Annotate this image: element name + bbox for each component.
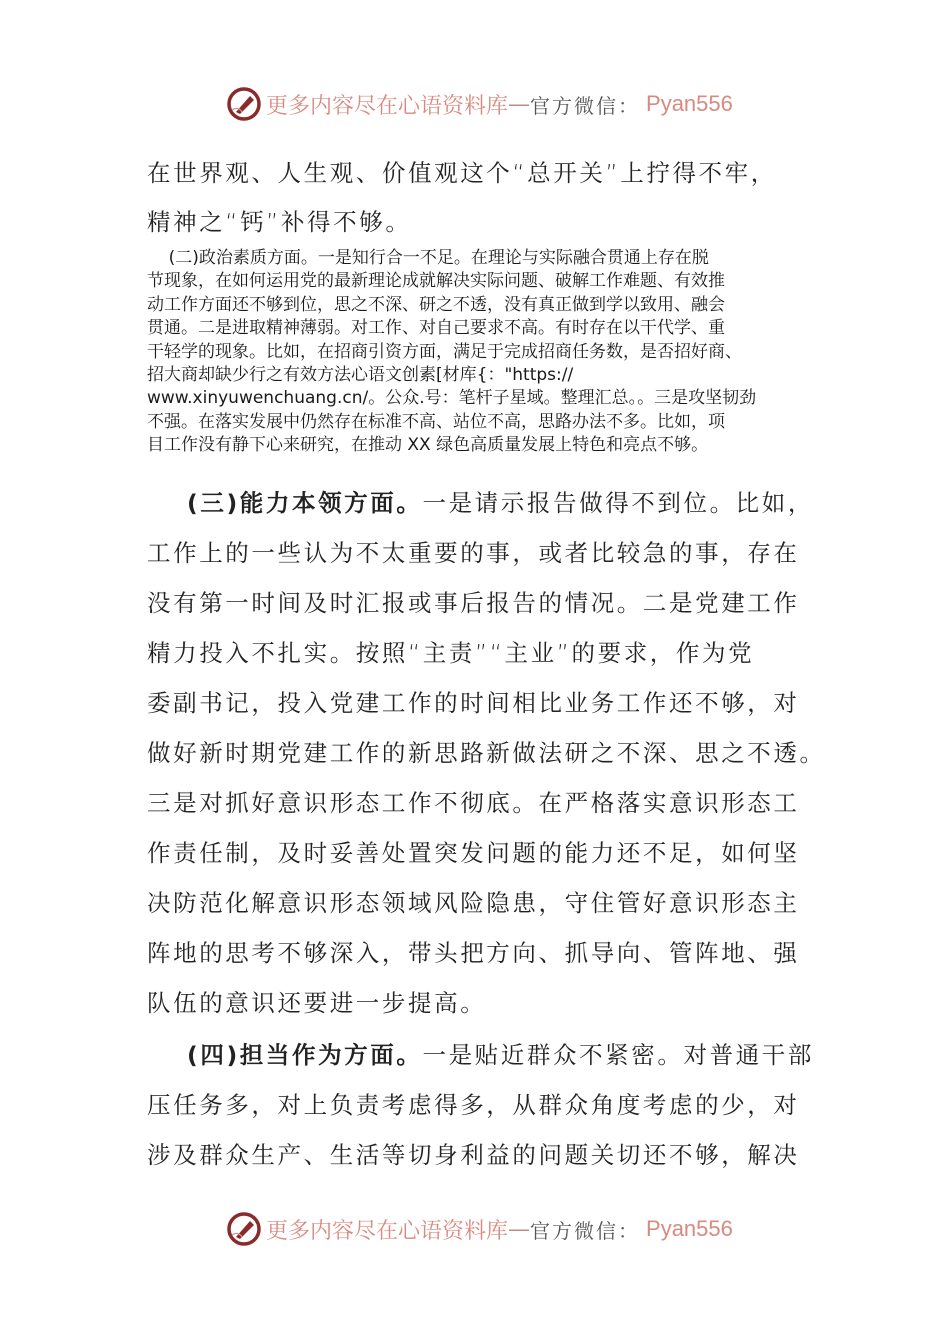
section3-line: 精力投入不扎实。按照“主责”“主业”的要求，作为党 [147,639,755,667]
section2-line: www.xinyuwenchuang.cn/。公众.号：笔杆子星域。整理汇总。。三是攻坚韧劲 [147,388,757,409]
section2-line: 贯通。二是进取精神薄弱。对工作、对自己要求不高。有时存在以干代学、重 [147,318,725,339]
section2-line: 干轻学的现象。比如，在招商引资方面，满足于完成招商任务数，是否招好商、 [147,341,742,362]
section3-line: 没有第一时间及时汇报或事后报告的情况。二是党建工作 [147,589,800,617]
intro-line-1: 在世界观、人生观、价值观这个“总开关”上拧得不牢， [147,159,777,187]
section3-heading: (三)能力本领方面。 [187,489,423,517]
section4-line: 涉及群众生产、生活等切身利益的问题关切还不够，解决 [147,1141,800,1169]
section2-line: 节现象，在如何运用党的最新理论成就解决实际问题、破解工作难题、有效推 [147,271,725,292]
section3-line: 阵地的思考不够深入，带头把方向、抓导向、管阵地、强 [147,939,800,967]
section4-first-rest: 一是贴近群众不紧密。对普通干部 [422,1041,814,1069]
section4-heading: (四)担当作为方面。 [187,1041,423,1069]
section2-line: (二)政治素质方面。一是知行合一不足。在理论与实际融合贯通上存在脱 [147,248,709,268]
section2-line: 动工作方面还不够到位，思之不深、研之不透，没有真正做到学以致用、融会 [147,294,725,315]
intro-line-2: 精神之“钙”补得不够。 [147,208,412,236]
section4-line: 压任务多，对上负责考虑得多，从群众角度考虑的少，对 [147,1091,800,1119]
banner-wechat-label: 官方微信： [530,1218,641,1243]
footer-banner [226,1209,733,1249]
section4-first-line [147,1036,817,1070]
banner-wechat-id: Pyan556 [646,91,733,116]
banner-wechat-label: 官方微信： [530,93,641,118]
banner-title: 更多内容尽在心语资料库 [266,93,509,119]
section3-line: 委副书记，投入党建工作的时间相比业务工作还不够，对 [147,689,800,717]
banner-title: 更多内容尽在心语资料库 [266,1218,509,1244]
pen-logo-icon [226,86,262,122]
section3-line: 做好新时期党建工作的新思路新做法研之不深、思之不透。 [147,739,826,767]
section3-line: 决防范化解意识形态领域风险隐患，守住管好意识形态主 [147,889,800,917]
section3-line: 队伍的意识还要进一步提高。 [147,989,487,1017]
banner-dash: — [508,1216,531,1242]
section3-line: 工作上的一些认为不太重要的事，或者比较急的事，存在 [147,539,800,567]
section3-line: 三是对抓好意识形态工作不彻底。在严格落实意识形态工 [147,789,800,817]
banner-wechat-id: Pyan556 [646,1216,733,1241]
section2-line: 不强。在落实发展中仍然存在标准不高、站位不高，思路办法不多。比如，项 [147,411,725,432]
header-banner [226,84,733,124]
section3-first-rest: 一是请示报告做得不到位。比如， [422,489,814,517]
section2-line: 目工作没有静下心来研究，在推动 XX 绿色高质量发展上特色和亮点不够。 [147,435,709,456]
section-political-quality [147,247,817,458]
section3-line: 作责任制，及时妥善处置突发问题的能力还不足，如何坚 [147,839,800,867]
banner-dash: — [508,91,531,117]
section2-line: 招大商却缺少行之有效方法心语文创素[材库{："https:// [147,365,574,386]
section3-first-line [147,484,817,518]
pen-logo-icon [226,1211,262,1247]
